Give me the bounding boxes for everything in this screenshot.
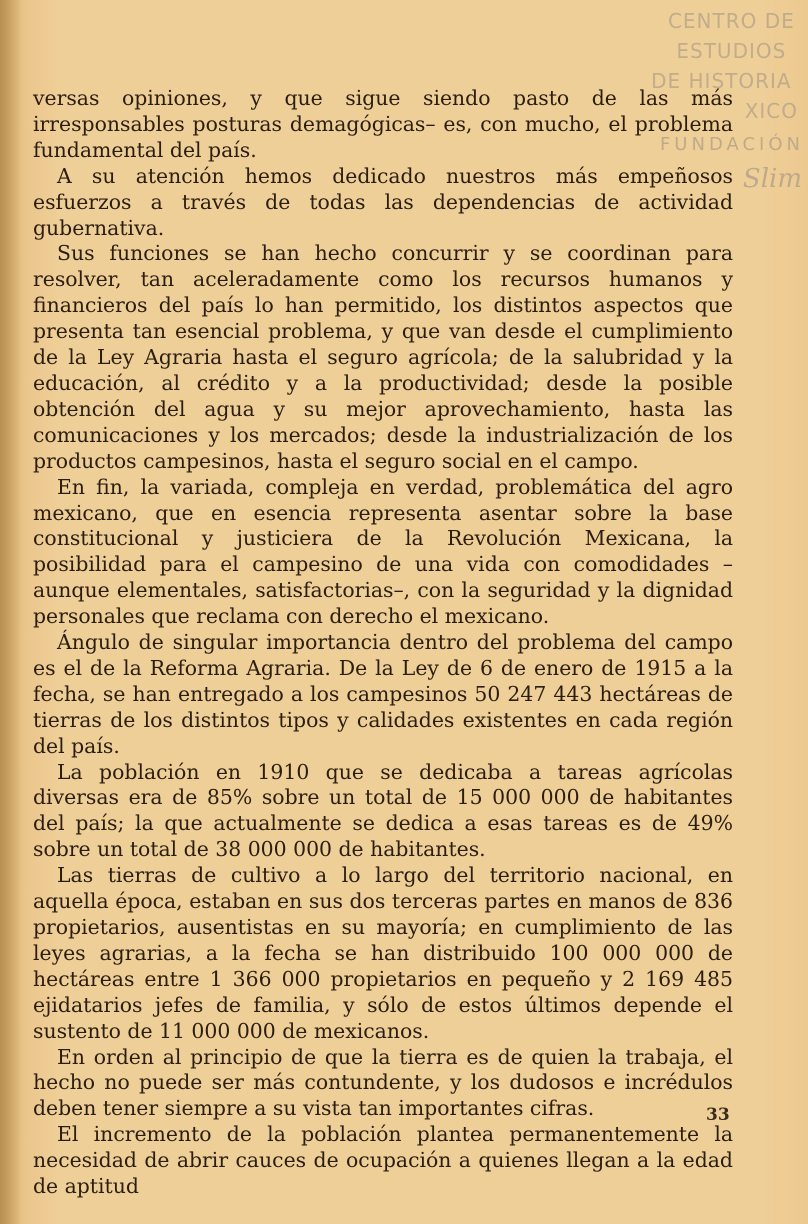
watermark-line-3: DE HISTORIA [651, 69, 792, 93]
watermark-line-2: ESTUDIOS [676, 39, 787, 63]
watermark-line-1: CENTRO DE [667, 9, 795, 33]
binding-shadow [0, 0, 22, 1224]
paragraph: En fin, la variada, compleja en verdad, problemática del agro mexicano, que en esencia representa asentar sobre la base constitucional y justiciera de la Revolución Mexicana, la posibilidad para el campesino de una vida con comodidades –aunque elementales, satisfactorias–, con la seguridad y la dignidad personales que reclama con derecho el mexicano. [33, 474, 733, 629]
paragraph: A su atención hemos dedicado nuestros más empeñosos esfuerzos a través de todas las dependencias de actividad gubernativa. [33, 163, 733, 240]
paragraph: versas opiniones, y que sigue siendo pasto de las más irresponsables posturas demagógicas– es, con mucho, el problema fundamental del país. [33, 86, 733, 162]
paragraph: Sus funciones se han hecho concurrir y se coordinan para resolver, tan aceleradamente como los recursos humanos y financieros del país lo han permitido, los distintos aspectos que presenta tan esencial problema, y que van desde el cumplimiento de la Ley Agraria hasta el seguro agrícola; de la salubridad y la educación, al crédito y a la productividad; desde la posible obtención del agua y su mejor aprovechamiento, hasta las comunicaciones y los mercados; desde la industrialización de los productos campesinos, hasta el seguro social en el campo. [33, 241, 733, 473]
page-number: 33 [706, 1105, 730, 1125]
paragraph: La población en 1910 que se dedicaba a tareas agrícolas diversas era de 85% sobre un total de 15 000 000 de habitantes del país; la que actualmente se dedica a esas tareas es de 49% sobre un total de 38 000 000 de habitantes. [33, 759, 733, 862]
page-body-text [33, 86, 733, 1200]
paragraph: Ángulo de singular importancia dentro del problema del campo es el de la Reforma Agraria. De la Ley de 6 de enero de 1915 a la fecha, se han entregado a los campesinos 50 247 443 hectáreas de tierras de los distintos tipos y calidades existentes en cada región del país. [33, 630, 733, 758]
watermark-signature: Slim [742, 164, 802, 194]
paragraph: El incremento de la población plantea permanentemente la necesidad de abrir cauces de ocupación a quienes llegan a la edad de aptitud [33, 1122, 733, 1199]
watermark-foundation: FUNDACIÓN [659, 134, 804, 155]
paragraph: Las tierras de cultivo a lo largo del territorio nacional, en aquella época, estaban en sus dos terceras partes en manos de 836 propietarios, ausentistas en su mayoría; en cumplimiento de las leyes agrarias, a la fecha se han distribuido 100 000 000 de hectáreas entre 1 366 000 propietarios en pequeño y 2 169 485 ejidatarios jefes de familia, y sólo de estos últimos depende el sustento de 11 000 000 de mexicanos. [33, 863, 733, 1043]
watermark-line-4: XICO [744, 99, 798, 123]
paragraph: En orden al principio de que la tierra es de quien la trabaja, el hecho no puede ser más contundente, y los dudosos e incrédulos deben tener siempre a su vista tan importantes cifras. [33, 1044, 733, 1121]
